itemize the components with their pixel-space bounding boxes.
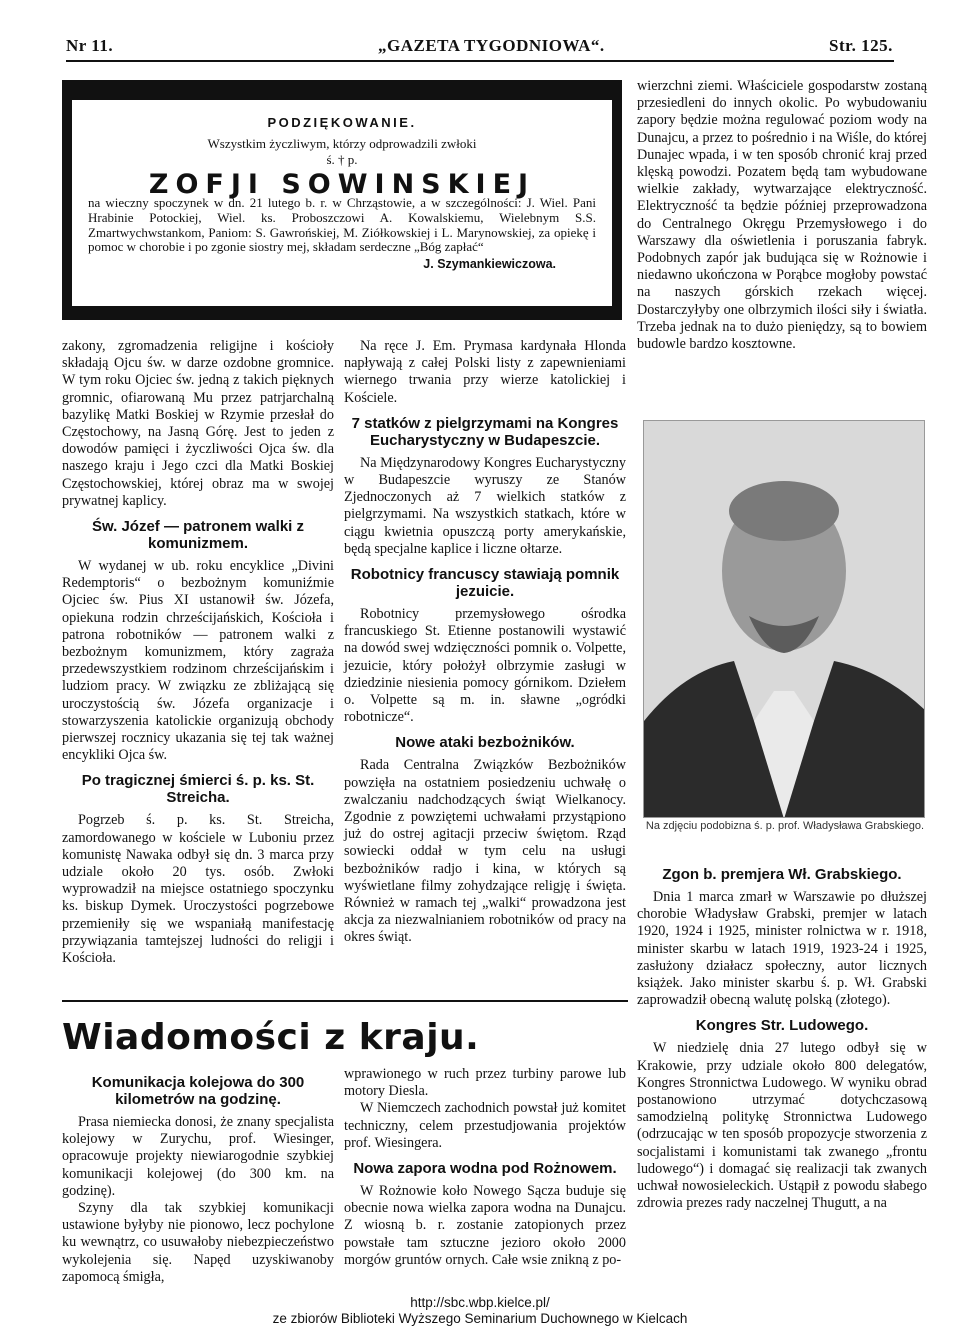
footer-source: ze zbiorów Biblioteki Wyższego Seminarium Duchownego w Kielcach	[272, 1311, 688, 1326]
headline-komunikacja: Komunikacja kolejowa do 300 kilometrów na godzinę.	[91, 1074, 305, 1108]
headline-grabski: Zgon b. premjera Wł. Grabskiego.	[662, 866, 902, 883]
article-text: wierzchni ziemi. Właściciele gospodarstw zostaną przesiedleni do innych okolic. Po wybudowaniu zapory będzie można regulować poziom wody na Dunajcu, a przez to pośrednio i na Wiśle, do której Dunajec wpada, i w ten sposób chronić kraj przed klęską powodzi. Pozatem będą tam wybudowane wielkie zakłady, wytwarzające elektryczność. Elektryczność ta będzie później przeprowadzona do Centralnego Okręgu Przemysłowego i do Warszawy dla oświetlenia i poruszania fabryk. Podobnych zapór jak budująca się w Rożnowie i niedawno ukończona w Porąbce mogłoby powstać na naszych górskich rzekach więcej. Dostarczyłyby one olbrzymich ilości siły i światła. Trzeba jednak na to dużo pieniędzy, są to bowiem budowle bardzo kosztowne.	[637, 78, 927, 353]
page-number: Str. 125.	[829, 36, 893, 55]
notice-deceased-name: ZOFJI SOWINSKIEJ	[148, 168, 536, 200]
column-3-top	[637, 78, 927, 353]
lower-column-1	[62, 1066, 334, 1286]
lower-column-2	[344, 1066, 626, 1269]
article-text: zakony, zgromadzenia religijne i kościoły składają Ojcu św. w darze ozdobne gromnice. W tym roku Ojciec św. jedną z takich pięknych gromnic, ofiarowaną Mu przez patrjarchalną bazylikę Matki Boskiej w Rzymie przesłał do Częstochowy, na Jasną Górę. Jest to jeden z dowodów pamięci i życzliwości Ojca św. dla naszego kraju i Jego czci dla Matki Boskiej Częstochowskiej, której obraz ma w swojej prywatnej kaplicy.	[62, 338, 334, 509]
notice-title: PODZIĘKOWANIE.	[267, 115, 417, 130]
article-text: wprawionego w ruch przez turbiny parowe lub motory Diesla.	[344, 1066, 626, 1100]
headline-streich: Po tragicznej śmierci ś. p. ks. St. Streicha.	[81, 772, 315, 807]
portrait-image	[644, 421, 925, 818]
issue-number: Nr 11.	[66, 36, 114, 55]
newspaper-title: „GAZETA TYGODNIOWA“.	[378, 36, 605, 55]
article-text: Prasa niemiecka donosi, że znany specjalista kolejowy w Zurychu, prof. Wiesinger, opracowuje projekty niewiarogodnie szybkiej komunikacji kolejowej (do 300 km. na godzinę).	[62, 1114, 334, 1199]
article-text: W niedzielę dnia 27 lutego odbył się w Krakowie, przy udziale około 800 delegatów, Kongres Stronnictwa Ludowego. W wyniku obrad postanowiono utrzymać dotychczasową samodzielną politykę Stronnictwa Ludowego (odrzucając w ten sposób propozycje stworzenia z socjalistami i komunistami tak zwanego „frontu ludowego“) i domagać się realizacji tak zwanych uchwał nowosieleckich. Ustąpił z powodu słabego zdrowia prezes rady naczelnej Thugutt, a na	[637, 1040, 927, 1212]
column-3-bottom	[637, 858, 927, 1212]
article-text: W wydanej w ub. roku encyklice „Divini Redemptoris“ o bezbożnym komuniźmie Ojciec św. Pius XI ustanowił św. Józefa, opiekuna rodzin chrześcijańskich, Kościoła i patrona robotników — patronem walki z bezbożnym komunizmem, który zagraża przedewszystkiem rodzinom chrześcijańskim i ludziom pracy. W związku ze zbliżającą się uroczystością św. Józefa organizacje i stowarzyszenia katolickie organizują obchody pierwszej rocznicy ukazania się tej tak ważnej encykliki Ojca św.	[62, 558, 334, 764]
section-divider	[62, 1000, 628, 1002]
footer-url[interactable]: http://sbc.wbp.kielce.pl/	[410, 1295, 550, 1310]
headline-st-jozef: Św. Józef — patronem walki z komunizmem.	[92, 518, 304, 553]
portrait-photo	[643, 420, 925, 818]
headline-kongres: Kongres Str. Ludowego.	[695, 1017, 869, 1035]
article-text: Dnia 1 marca zmarł w Warszawie po dłuższej chorobie Władysław Grabski, premjer w latach 1920, 1924 i 1925, minister rolnictwa w r. 1918, minister skarbu w latach 1919, 1923-24 i 1925, zasłużony działacz społeczny, autor licznych książek. Jako minister skarbu ś. p. Wł. Grabski zaprowadził obecną walutę polską (złotego).	[637, 889, 927, 1009]
headline-robotnicy: Robotnicy francuscy stawiają pomnik jezuicie.	[350, 566, 620, 601]
photo-caption: Na zdjęciu podobizna ś. p. prof. Władysława Grabskiego.	[645, 820, 925, 832]
article-text: Robotnicy przemysłowego ośrodka francuskiego St. Etienne postanowili wystawić na dowód swej wdzięczności pomnik o. Volpette, jezuicie, który położył olbrzymie zasługi w dziedzinie niesienia pomocy górnikom. Dziełem o. Volpette są m. in. sławne „ogródki robotnicze“.	[344, 606, 626, 726]
notice-intro: Wszystkim życzliwym, którzy odprowadzili zwłoki	[207, 135, 477, 151]
article-text: Na Międzynarodowy Kongres Eucharystyczny w Budapeszcie wyruszy ze Stanów Zjednoczonych aż 7 wielkich statków z pielgrzymami. Na wszystkich statkach, które w ciągu kwietnia opuszczą porty amerykańskie, będą specjalne kaplice i liczne ołtarze.	[344, 454, 626, 557]
notice-bottom-band	[62, 306, 622, 320]
article-text: W Niemczech zachodnich powstał już komitet techniczny, celem przestudjowania projektów prof. Wiesingera.	[344, 1100, 626, 1151]
section-title: Wiadomości z kraju.	[62, 1017, 480, 1058]
header-rule	[66, 60, 894, 62]
headline-bezboznicy: Nowe ataki bezbożników.	[395, 734, 575, 752]
notice-top-band	[62, 80, 622, 100]
notice-signature: J. Szymankiewiczowa.	[423, 256, 556, 271]
thank-you-notice	[62, 80, 622, 320]
article-text: Pogrzeb ś. p. ks. St. Streicha, zamordowanego w kościele w Luboniu przez komunistę Nawaka odbył się dn. 3 marca przy udziale około 20 tys. osób. Zwłoki wyprowadził na miejsce ostatniego spoczynku ks. biskup Dymek. Uroczystości pogrzebowe przemieniły się we wspaniałą manifestację przywiązania tamtejszej ludności do religji i Kościoła.	[62, 812, 334, 967]
headline-statki: 7 statków z pielgrzymami na Kongres Eucharystyczny w Budapeszcie.	[351, 414, 619, 449]
article-text: W Rożnowie koło Nowego Sącza buduje się obecnie nowa wielka zapora wodna na Dunajcu. Z wiosną b. r. zostanie zatopionych przez powstałe tam sztuczne jezioro około 2000 morgów gruntów ornych. Całe wsie znikną z po-	[344, 1183, 626, 1268]
article-text: Rada Centralna Związków Bezbożników powzięła na ostatniem posiedzeniu uchwałę o zwalczaniu nadchodzących świąt Wielkanocy. Zgodnie z powziętemi uchwałami przystąpiono już do ostrej agitacji przeciw świętom. Rząd sowiecki oddał w tym celu na usługi bezbożników radjo i kina, w których są wyświetlane filmy zohydzające religję i święta. Również w ramach tej „walki“ prowadzona jest akcja za niezwalnianiem robotników od pracy na okres świąt.	[344, 757, 626, 946]
column-2	[344, 338, 626, 947]
headline-zapora: Nowa zapora wodna pod Rożnowem.	[353, 1160, 617, 1178]
column-1	[62, 338, 334, 967]
notice-body: na wieczny spoczynek w dn. 21 lutego b. r. w Chrząstowie, a w szczególności: J. Wiel. Pani Hrabinie Potockiej, Wiel. ks. Proboszczowi A. Kowalskiemu, Wielebnym S.S. Zmartwychwstankom, Paniom: S. Gawrońskiej, M. Ziółkowskiej i L. Marynowskiej, za opiekę i pomoc w chorobie i po zgonie siostry mej, składam serdeczne „Bóg zapłać“	[88, 195, 596, 255]
notice-sp: ś. † p.	[326, 152, 358, 168]
article-text: Na ręce J. Em. Prymasa kardynała Hlonda napływają z całej Polski listy z zapewnieniami wiernego trwania przy wierze katolickiej i Kościele.	[344, 338, 626, 406]
article-text: Szyny dla tak szybkiej komunikacji ustawione byłyby nie pionowo, lecz pochylone ku wewnątrz, co usuwałoby niebezpieczeństwo wykolejenia się. Napęd uzyskiwanoby zapomocą śmigła,	[62, 1200, 334, 1285]
